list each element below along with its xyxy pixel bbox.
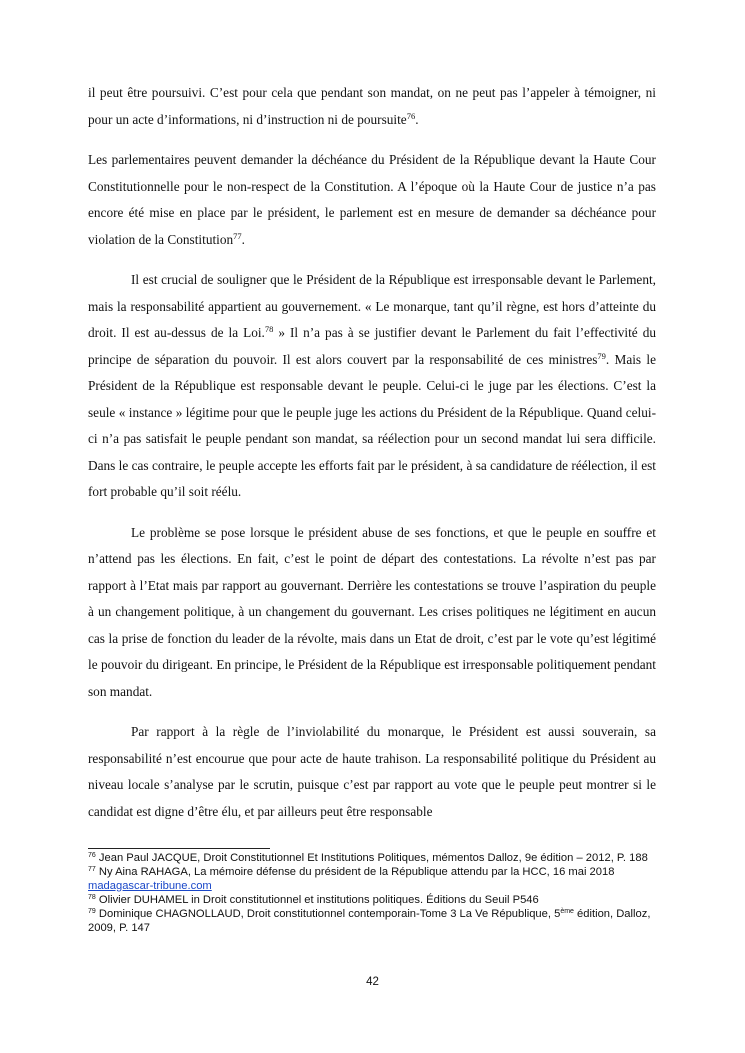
footnote-76: $^{76}$ Jean Paul JACQUE, Droit Constitutionnel Et Institutions Politiques, mémentos Dalloz, 9e édition – 2012, P. 188: [88, 852, 648, 864]
footnote-separator: [88, 848, 270, 849]
document-body: [88, 80, 656, 839]
paragraph-2: Les parlementaires peuvent demander la déchéance du Président de la République devant la Haute Cour Constitutionnelle pour le non-respect de la Constitution. A l’époque où la Haute Cour de justice n’a pas encore été mise en place par le président, le parlement est en mesure de demander sa déchéance pour violation de la Constitution$^{77}$.: [88, 152, 656, 247]
paragraph-5: Par rapport à la règle de l’inviolabilité du monarque, le Président est aussi souverain, sa responsabilité n’est encourue que pour acte de haute trahison. La responsabilité politique du Président au niveau locale s’analyse par le scrutin, puisque c’est par rapport au vote que le peuple peut montrer si le candidat est digne d’être élu, et par ailleurs peut être responsable: [88, 724, 656, 819]
footnote-78: $^{78}$ Olivier DUHAMEL in Droit constitutionnel et institutions politiques. Éditions du Seuil P546: [88, 893, 539, 906]
footnotes: [88, 852, 656, 935]
source-link[interactable]: madagascar-tribune.com: [88, 879, 212, 892]
footnote-77: $^{77}$ Ny Aina RAHAGA, La mémoire défense du président de la République attendu par la HCC, 16 mai 2018 madagascar-tribune.com: [88, 865, 615, 892]
footnote-79: $^{79}$ Dominique CHAGNOLLAUD, Droit constitutionnel contemporain-Tome 3 La Ve République, 5ème édition, Dalloz, 2009, P. 147: [88, 907, 651, 934]
footnote-ref-78[interactable]: 78: [264, 324, 274, 334]
footnote-ref-77[interactable]: 77: [233, 230, 242, 241]
footnote-ref-79[interactable]: 79: [597, 350, 606, 361]
page-number: 42: [366, 976, 379, 988]
paragraph-3: Il est crucial de souligner que le Président de la République est irresponsable devant le Parlement, mais la responsabilité appartient au gouvernement. « Le monarque, tant qu’il règne, est hors d’atteinte du droit. Il est au-dessus de la Loi.$^{78}$ » Il n’a pas à se justifier devant le Parlement du fait l’effectivité du principe de séparation du pouvoir. Il est alors couvert par la responsabilité de ces ministres$^{79}$. Mais le Président de la République est responsable devant le peuple. Celui-ci le juge par les élections. C’est la seule « instance » légitime pour que le peuple juge les actions du Président de la République. Quand celui-ci n’a pas satisfait le peuple pendant son mandat, sa réélection pour un second mandat lui sera difficile. Dans le cas contraire, le peuple accepte les efforts fait par le président, à sa candidature de réélection, il est fort probable qu’il soit réélu.: [88, 272, 656, 499]
footnote-ref-76[interactable]: 76: [406, 110, 416, 121]
paragraph-4: Le problème se pose lorsque le président abuse de ses fonctions, et que le peuple en souffre et n’attend pas les élections. En fait, c’est le point de départ des contestations. La révolte n’est pas par rapport à l’Etat mais par rapport au gouvernant. Derrière les contestations se trouve l’aspiration du peuple à un changement politique, à un changement du gouvernant. Les crises politiques ne légitiment en aucun cas la prise de fonction du leader de la révolte, mais dans un Etat de droit, c’est par le vote qu’est légitimé le pouvoir du dirigeant. En principe, le Président de la République est irresponsable politiquement pendant son mandat.: [88, 524, 656, 699]
paragraph-1: il peut être poursuivi. C’est pour cela que pendant son mandat, on ne peut pas l’appeler à témoigner, ni pour un acte d’informations, ni d’instruction ni de poursuite$^{76}$.: [88, 85, 656, 127]
